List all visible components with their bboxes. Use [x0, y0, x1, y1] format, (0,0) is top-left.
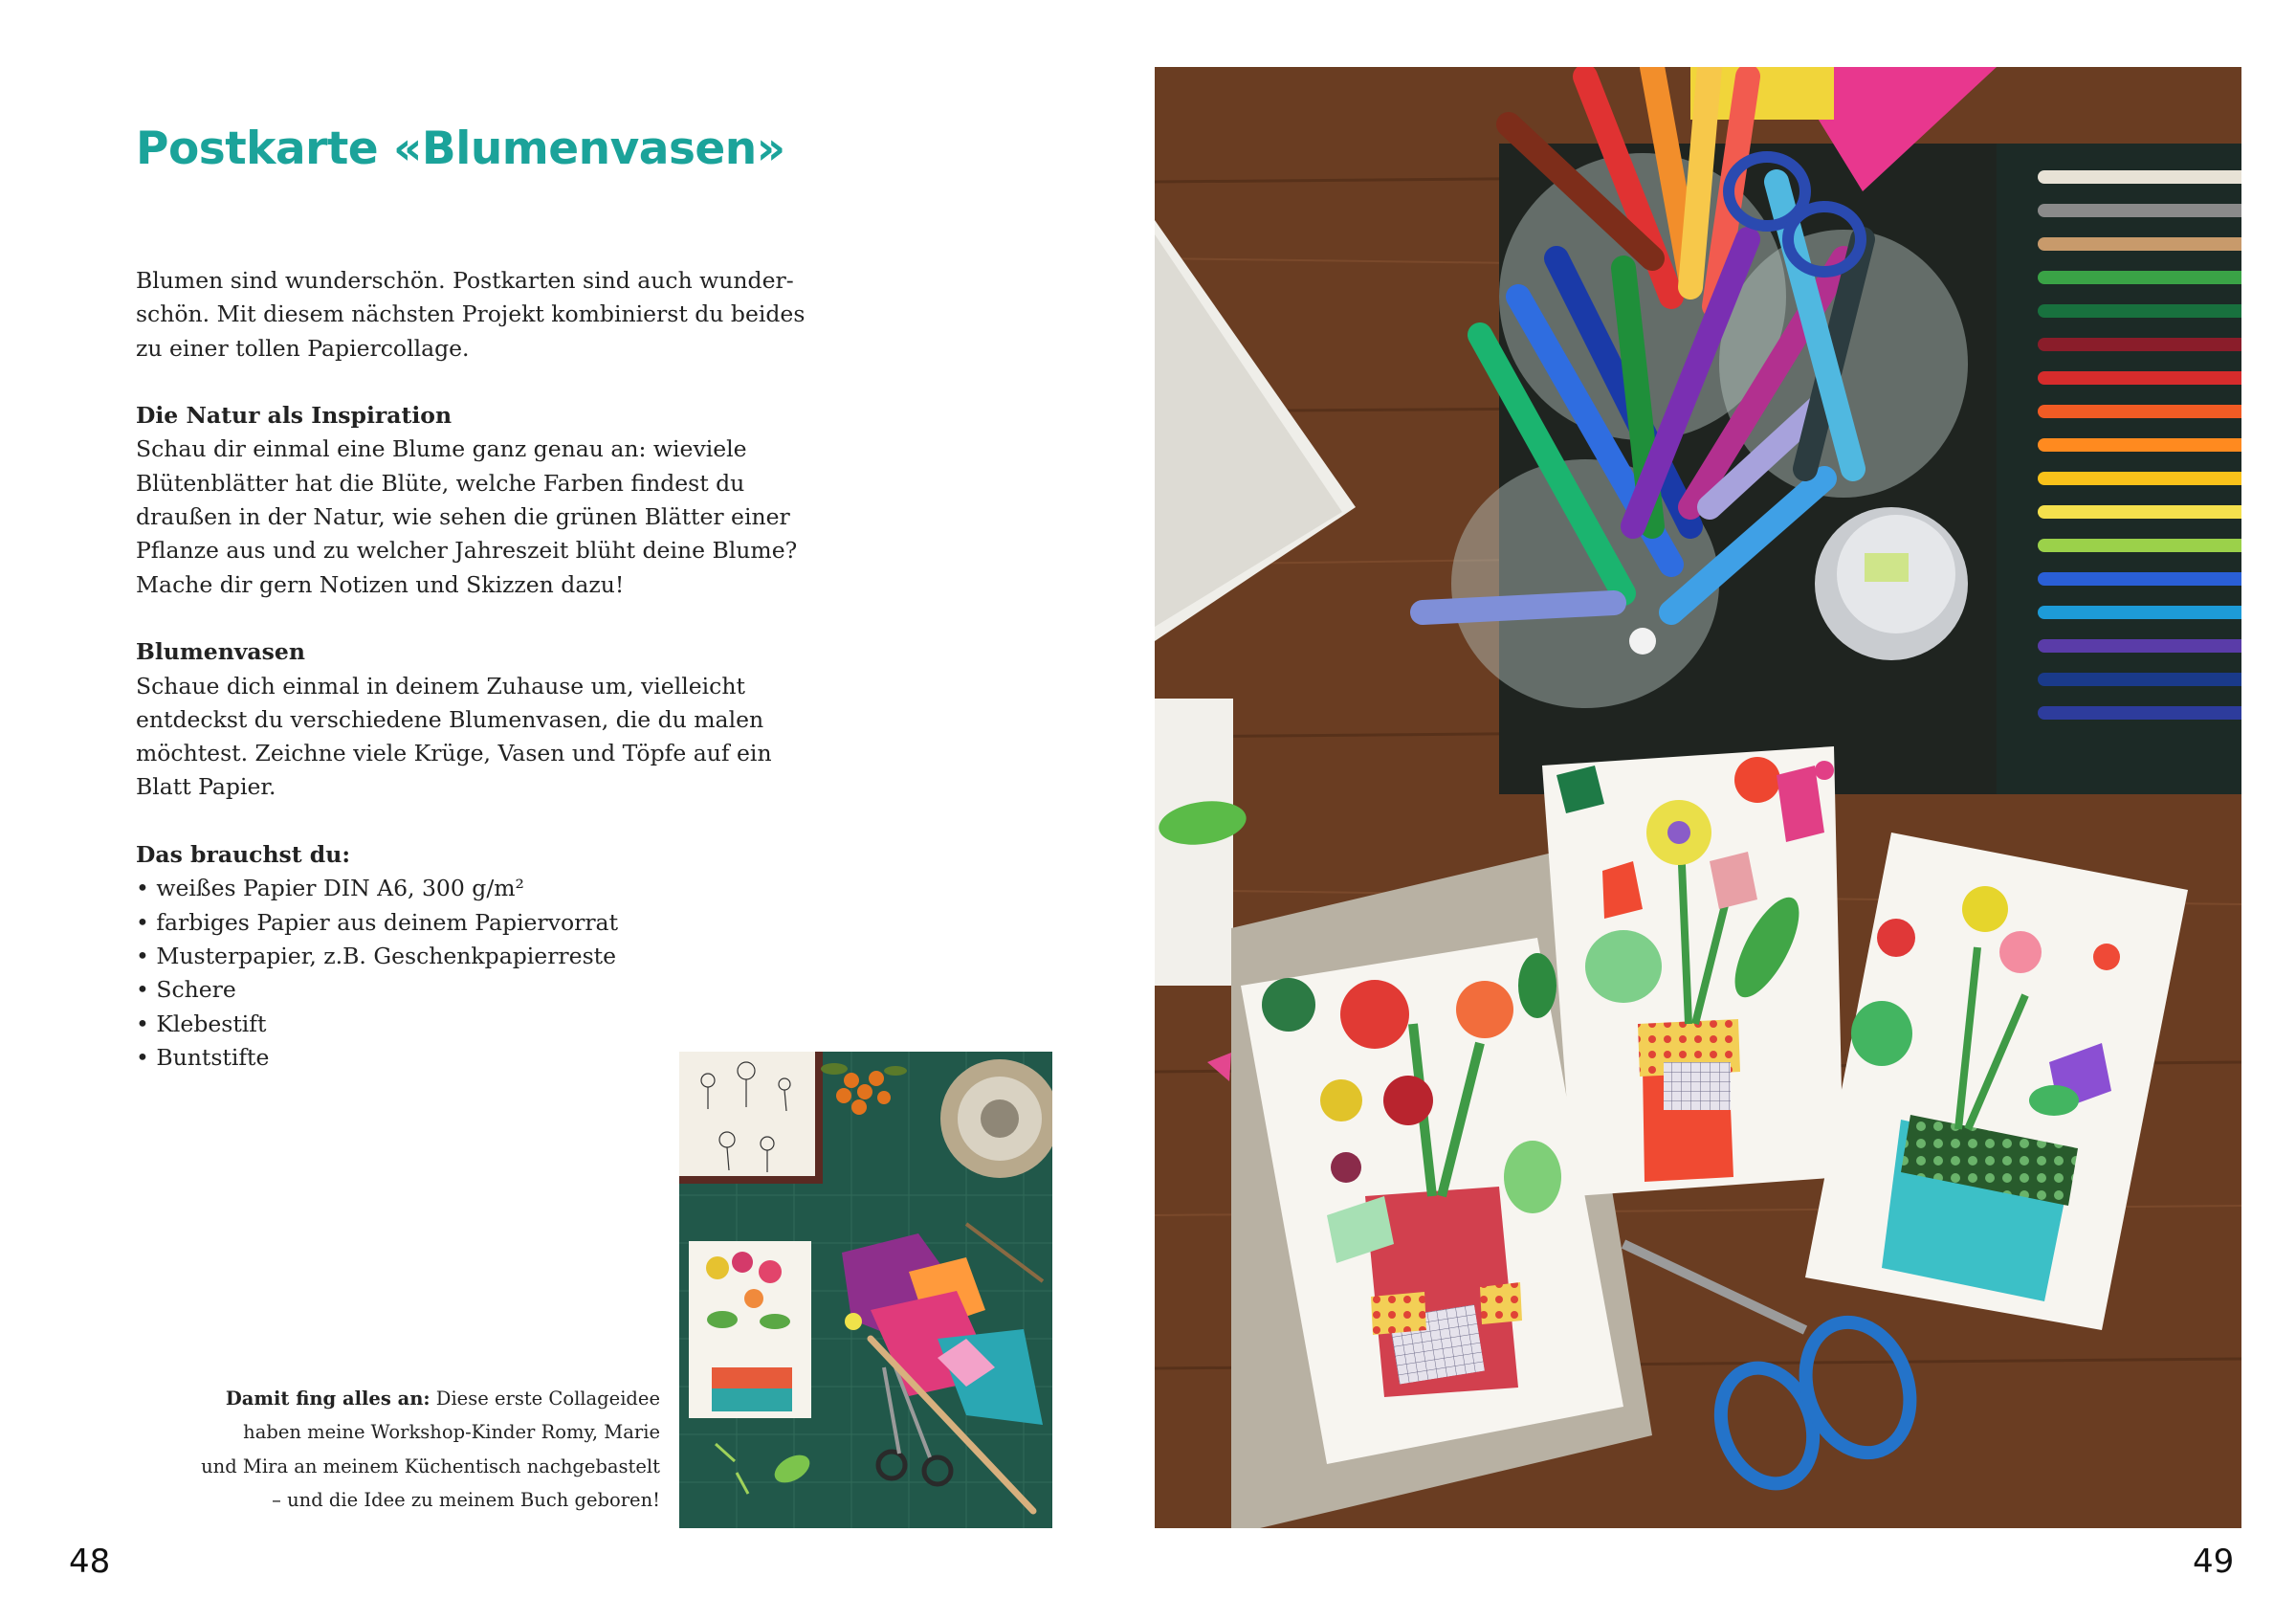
section-heading-vases: Blumenvasen [136, 638, 305, 666]
list-item: • farbiges Papier aus deinem Papiervorrat [136, 906, 825, 940]
photo-caption [144, 1382, 660, 1517]
caption-lead: Damit fing alles an: [225, 1388, 430, 1410]
caption-text: und Mira an meinem Küchentisch nachgebastelt [201, 1454, 660, 1477]
page-number-left: 48 [69, 1543, 111, 1581]
caption-text: haben meine Workshop-Kinder Romy, Marie [243, 1421, 660, 1444]
section-line: Blatt Papier. [136, 773, 276, 801]
intro-line: zu einer tollen Papiercollage. [136, 334, 470, 362]
section-line: Mache dir gern Notizen und Skizzen dazu! [136, 570, 625, 598]
materials-heading: Das brauchst du: [136, 841, 350, 869]
section-heading-inspiration: Die Natur als Inspiration [136, 402, 453, 430]
section-line: entdeckst du verschiedene Blumenvasen, die du malen [136, 705, 764, 733]
section-line: Blütenblätter hat die Blüte, welche Farben findest du [136, 469, 745, 497]
list-item: • Buntstifte [136, 1041, 825, 1075]
body-text [136, 264, 825, 1075]
section-line: draußen in der Natur, wie sehen die grünen Blätter einer [136, 503, 790, 531]
intro-line: schön. Mit diesem nächsten Projekt kombinierst du beides [136, 300, 806, 328]
list-item: • Klebestift [136, 1008, 825, 1041]
list-item: • weißes Papier DIN A6, 300 g/m² [136, 872, 825, 905]
photo-cutting-mat [679, 1052, 1052, 1528]
page-title: Postkarte «Blumenvasen» [136, 122, 785, 175]
section-line: Pflanze aus und zu welcher Jahreszeit blüht deine Blume? [136, 537, 798, 565]
section-line: Schaue dich einmal in deinem Zuhause um, vielleicht [136, 672, 745, 699]
section-line: möchtest. Zeichne viele Krüge, Vasen und Töpfe auf ein [136, 740, 772, 767]
photo-collage-postcards [1155, 67, 2241, 1528]
list-item: • Musterpapier, z.B. Geschenkpapierreste [136, 940, 825, 973]
caption-text: – und die Idee zu meinem Buch geboren! [272, 1488, 660, 1511]
materials-list [136, 872, 825, 1075]
list-item: • Schere [136, 973, 825, 1007]
caption-text: Diese erste Collageidee [430, 1388, 660, 1410]
intro-line: Blumen sind wunderschön. Postkarten sind auch wunder- [136, 267, 794, 294]
section-line: Schau dir einmal eine Blume ganz genau an: wieviele [136, 435, 747, 463]
page-number-right: 49 [2193, 1543, 2235, 1581]
